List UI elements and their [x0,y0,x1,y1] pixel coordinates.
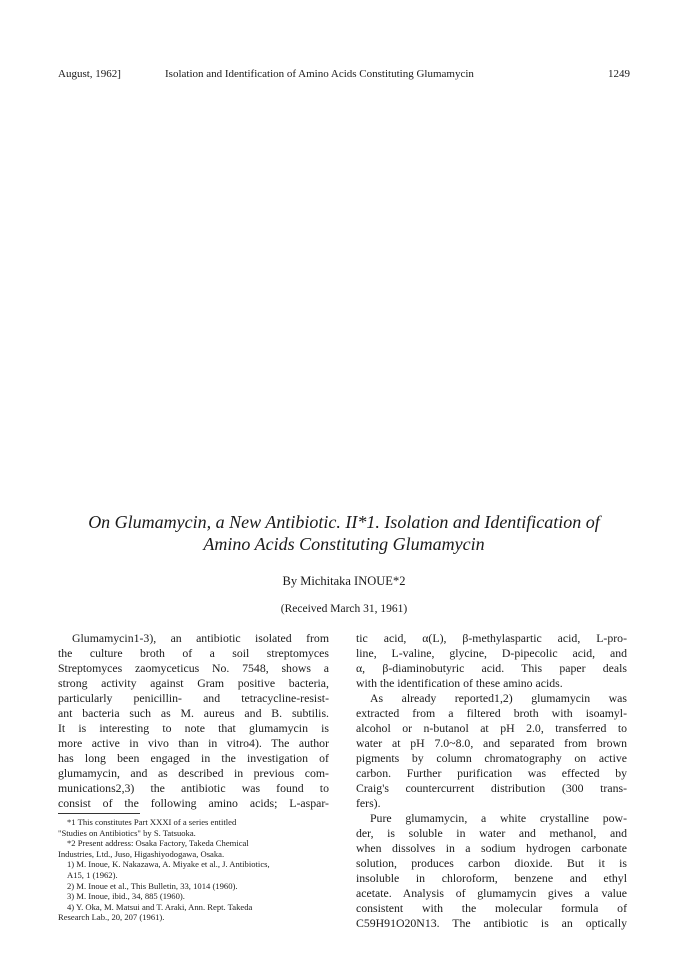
header-date: August, 1962] [58,68,121,80]
body-line: with the identification of these amino acids. [356,676,563,690]
article-title-line-2: Amino Acids Constituting Glumamycin [203,534,485,554]
footnote-line: *1 This constitutes Part XXXI of a series entitled [67,817,237,827]
footnote-line: A15, 1 (1962). [67,869,118,880]
footnote-line: 4) Y. Oka, M. Matsui and T. Araki, Ann. Rept. Takeda [67,901,253,912]
body-line: As already reported1,2) glumamycin was [370,691,627,705]
body-line: C59H91O20N13. The antibiotic is an optically [356,916,627,930]
body-line: consist of the following amino acids; L-aspar- [58,796,329,810]
body-line: solution, produces carbon dioxide. But it is [356,856,627,870]
body-line: extracted from a filtered broth with isoamyl- [356,706,627,720]
footnote-line: 1) M. Inoue, K. Nakazawa, A. Miyake et al., J. Antibiotics, [67,859,270,870]
footnote-line: "Studies on Antibiotics" by S. Tatsuoka. [58,827,196,838]
body-line: consistent with the molecular formula of [356,901,627,915]
body-line: Pure glumamycin, a white crystalline pow- [370,811,627,825]
body-line: Craig's countercurrent distribution (300 trans- [356,781,627,795]
body-line: alcohol or n-butanol at pH 2.0, transferred to [356,721,627,735]
body-line: der, is soluble in water and methanol, and [356,826,627,840]
footnote-line: *2 Present address: Osaka Factory, Takeda Chemical [67,838,249,849]
body-line: acetate. Analysis of glumamycin gives a value [356,886,627,900]
received-date: (Received March 31, 1961) [280,603,408,615]
body-line: pigments by column chromatography on active [356,751,627,765]
article-title-line-1: On Glumamycin, a New Antibiotic. II*1. Isolation and Identification of [88,512,600,532]
body-line: water at pH 7.0~8.0, and separated from brown [356,736,627,750]
body-line: when dissolves in a sodium hydrogen carbonate [356,841,627,855]
body-line: tic acid, α(L), β-methylaspartic acid, L-pro- [356,631,627,645]
body-line: Glumamycin1-3), an antibiotic isolated from [72,631,329,645]
footnote-line: 2) M. Inoue et al., This Bulletin, 33, 1014 (1960). [67,880,238,891]
running-header [58,68,630,84]
footnote-line: Industries, Ltd., Juso, Higashiyodogawa, Osaka. [58,848,225,859]
body-line: It is interesting to note that glumamycin is [58,721,329,735]
footnote-line: 3) M. Inoue, ibid., 34, 885 (1960). [67,891,185,902]
body-line: strong activity against Gram positive bacteria, [58,676,329,690]
body-line: munications2,3) the antibiotic was found to [58,781,329,795]
body-line: α, β-diaminobutyric acid. This paper deals [356,661,627,675]
body-line: has long been engaged in the investigation of [58,751,329,765]
body-right-column [356,631,627,931]
article-title [40,511,648,555]
header-title: Isolation and Identification of Amino Acids Constituting Glumamycin [165,68,474,80]
body-line: insoluble in chloroform, benzene and ethyl [356,871,627,885]
body-line: particularly penicillin- and tetracycline-resist- [58,691,329,705]
body-line: more active in vivo than in vitro4). The author [58,736,329,750]
footnote-divider [58,813,140,814]
footnotes [58,817,329,923]
body-line: glumamycin, and as described in previous com- [58,766,329,780]
byline: By Michitaka INOUE*2 [282,574,406,588]
body-line: fers). [356,796,381,810]
body-left-column [58,631,329,811]
body-line: carbon. Further purification was effected by [356,766,627,780]
body-line: the culture broth of a soil streptomyces [58,646,329,660]
body-line: ant bacteria such as M. aureus and B. subtilis. [58,706,329,720]
body-line: line, L-valine, glycine, D-pipecolic acid, and [356,646,627,660]
page-number: 1249 [608,68,630,80]
body-line: Streptomyces zaomyceticus No. 7548, shows a [58,661,329,675]
footnote-line: Research Lab., 20, 207 (1961). [58,912,165,923]
